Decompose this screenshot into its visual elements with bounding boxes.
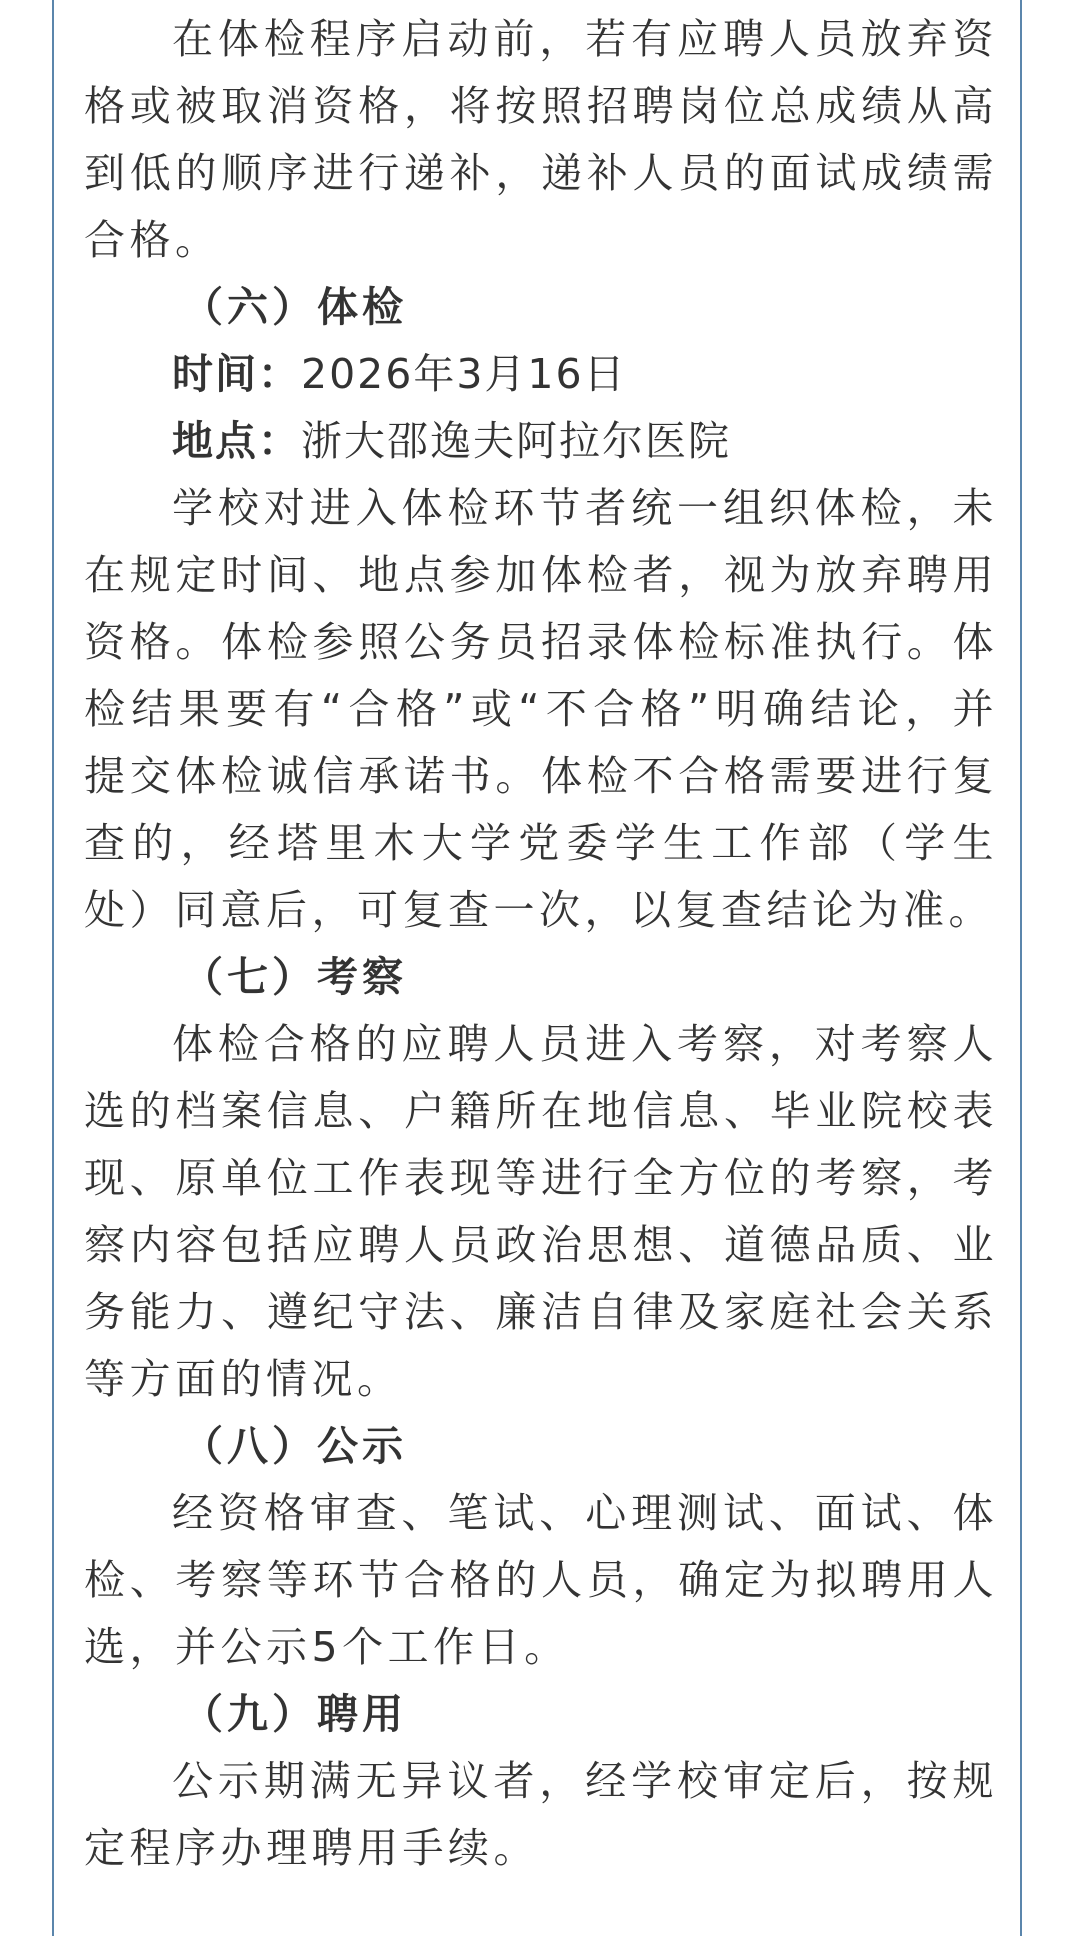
section-heading-hiring: （九）聘用 bbox=[182, 1690, 407, 1738]
publicity-paragraph: 经资格审查、笔试、心理测试、面试、体检、考察等环节合格的人员，确定为拟聘用人选，并公示5个工作日。 bbox=[84, 1489, 998, 1671]
exam-time-label: 时间： bbox=[172, 350, 301, 398]
exam-time-line bbox=[84, 341, 998, 408]
article-body bbox=[84, 6, 998, 1882]
inspection-paragraph: 体检合格的应聘人员进入考察，对考察人选的档案信息、户籍所在地信息、毕业院校表现、原单位工作表现等进行全方位的考察，考察内容包括应聘人员政治思想、道德品质、业务能力、遵纪守法、廉洁自律及家庭社会关系等方面的情况。 bbox=[84, 1020, 998, 1403]
section-heading-exam: （六）体检 bbox=[182, 283, 407, 331]
exam-place-line bbox=[84, 408, 998, 475]
replacement-paragraph: 在体检程序启动前，若有应聘人员放弃资格或被取消资格，将按照招聘岗位总成绩从高到低的顺序进行递补，递补人员的面试成绩需合格。 bbox=[84, 15, 998, 264]
hiring-paragraph: 公示期满无异议者，经学校审定后，按规定程序办理聘用手续。 bbox=[84, 1757, 998, 1872]
section-heading-publicity: （八）公示 bbox=[182, 1422, 407, 1470]
exam-paragraph: 学校对进入体检环节者统一组织体检，未在规定时间、地点参加体检者，视为放弃聘用资格。体检参照公务员招录体检标准执行。体检结果要有“合格”或“不合格”明确结论，并提交体检诚信承诺书。体检不合格需要进行复查的，经塔里木大学党委学生工作部（学生处）同意后，可复查一次，以复查结论为准。 bbox=[84, 484, 998, 934]
exam-place-value: 浙大邵逸夫阿拉尔医院 bbox=[301, 417, 731, 465]
exam-time-value: 2026年3月16日 bbox=[301, 350, 627, 398]
exam-place-label: 地点： bbox=[172, 417, 301, 465]
section-heading-inspection: （七）考察 bbox=[182, 953, 407, 1001]
